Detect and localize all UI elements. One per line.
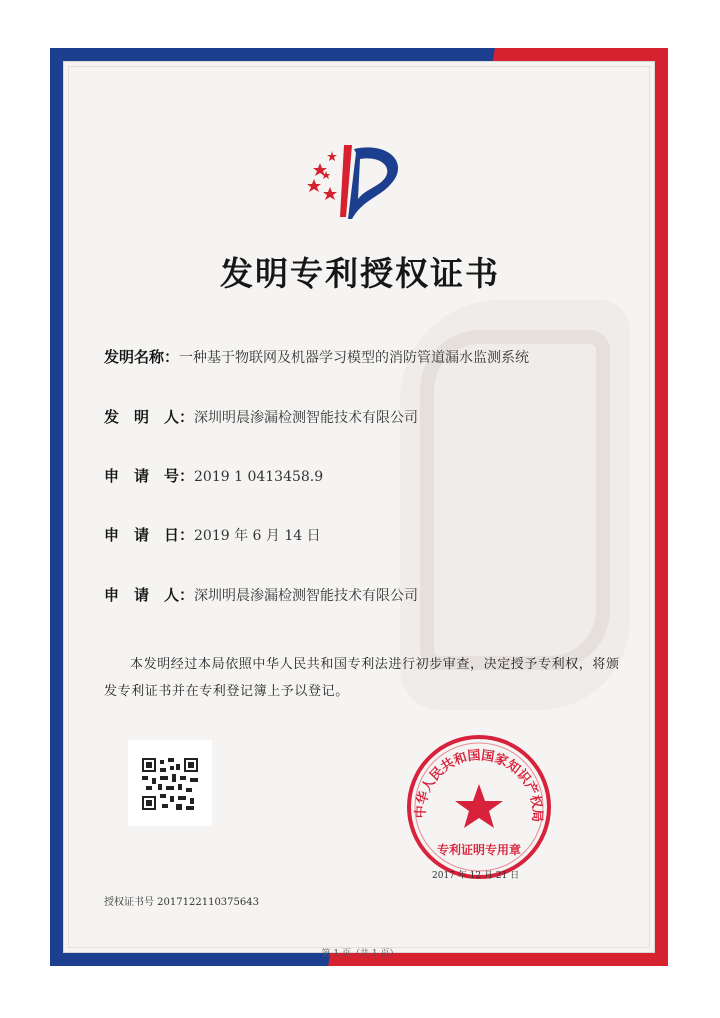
inventor-label: 发 明 人： xyxy=(104,408,195,426)
watermark-seal-inner xyxy=(420,330,610,670)
invention-name-label: 发明名称： xyxy=(104,348,180,366)
application-number-row xyxy=(104,465,323,486)
qr-code[interactable] xyxy=(142,758,198,810)
application-date-value: 2019 年 6 月 14 日 xyxy=(194,528,321,544)
applicant-value: 深圳明晨渗漏检测智能技术有限公司 xyxy=(194,588,419,604)
patent-office-logo xyxy=(300,135,420,225)
applicant-row xyxy=(104,584,418,605)
application-number-value: 2019 1 0413458.9 xyxy=(194,469,324,485)
certificate-title: 发明专利授权证书 xyxy=(220,254,500,293)
application-date-label: 申 请 日： xyxy=(104,526,195,544)
invention-name-value: 一种基于物联网及机器学习模型的消防管道漏水监测系统 xyxy=(179,350,530,366)
certificate-number: 授权证书号 2017122110375643 xyxy=(104,897,259,908)
page-number: 第 1 页（共 1 页） xyxy=(321,949,399,959)
application-date-row xyxy=(104,524,321,545)
seal-ring-text: 中华人民共和国国家知识产权局 xyxy=(413,748,545,823)
grant-statement: 本发明经过本局依照中华人民共和国专利法进行初步审查，决定授予专利权，将颁发专利证书并在专利登记簿上予以登记。 xyxy=(104,657,620,699)
seal-date: 2017 年 12 月 21 日 xyxy=(432,871,520,881)
official-seal xyxy=(404,732,554,882)
inventor-value: 深圳明晨渗漏检测智能技术有限公司 xyxy=(194,410,419,426)
seal-inner-text: 专利证明专用章 xyxy=(436,843,522,857)
applicant-label: 申 请 人： xyxy=(104,586,195,604)
inventor-row xyxy=(104,406,418,427)
invention-name-row xyxy=(104,346,529,367)
application-number-label: 申 请 号： xyxy=(104,467,195,485)
